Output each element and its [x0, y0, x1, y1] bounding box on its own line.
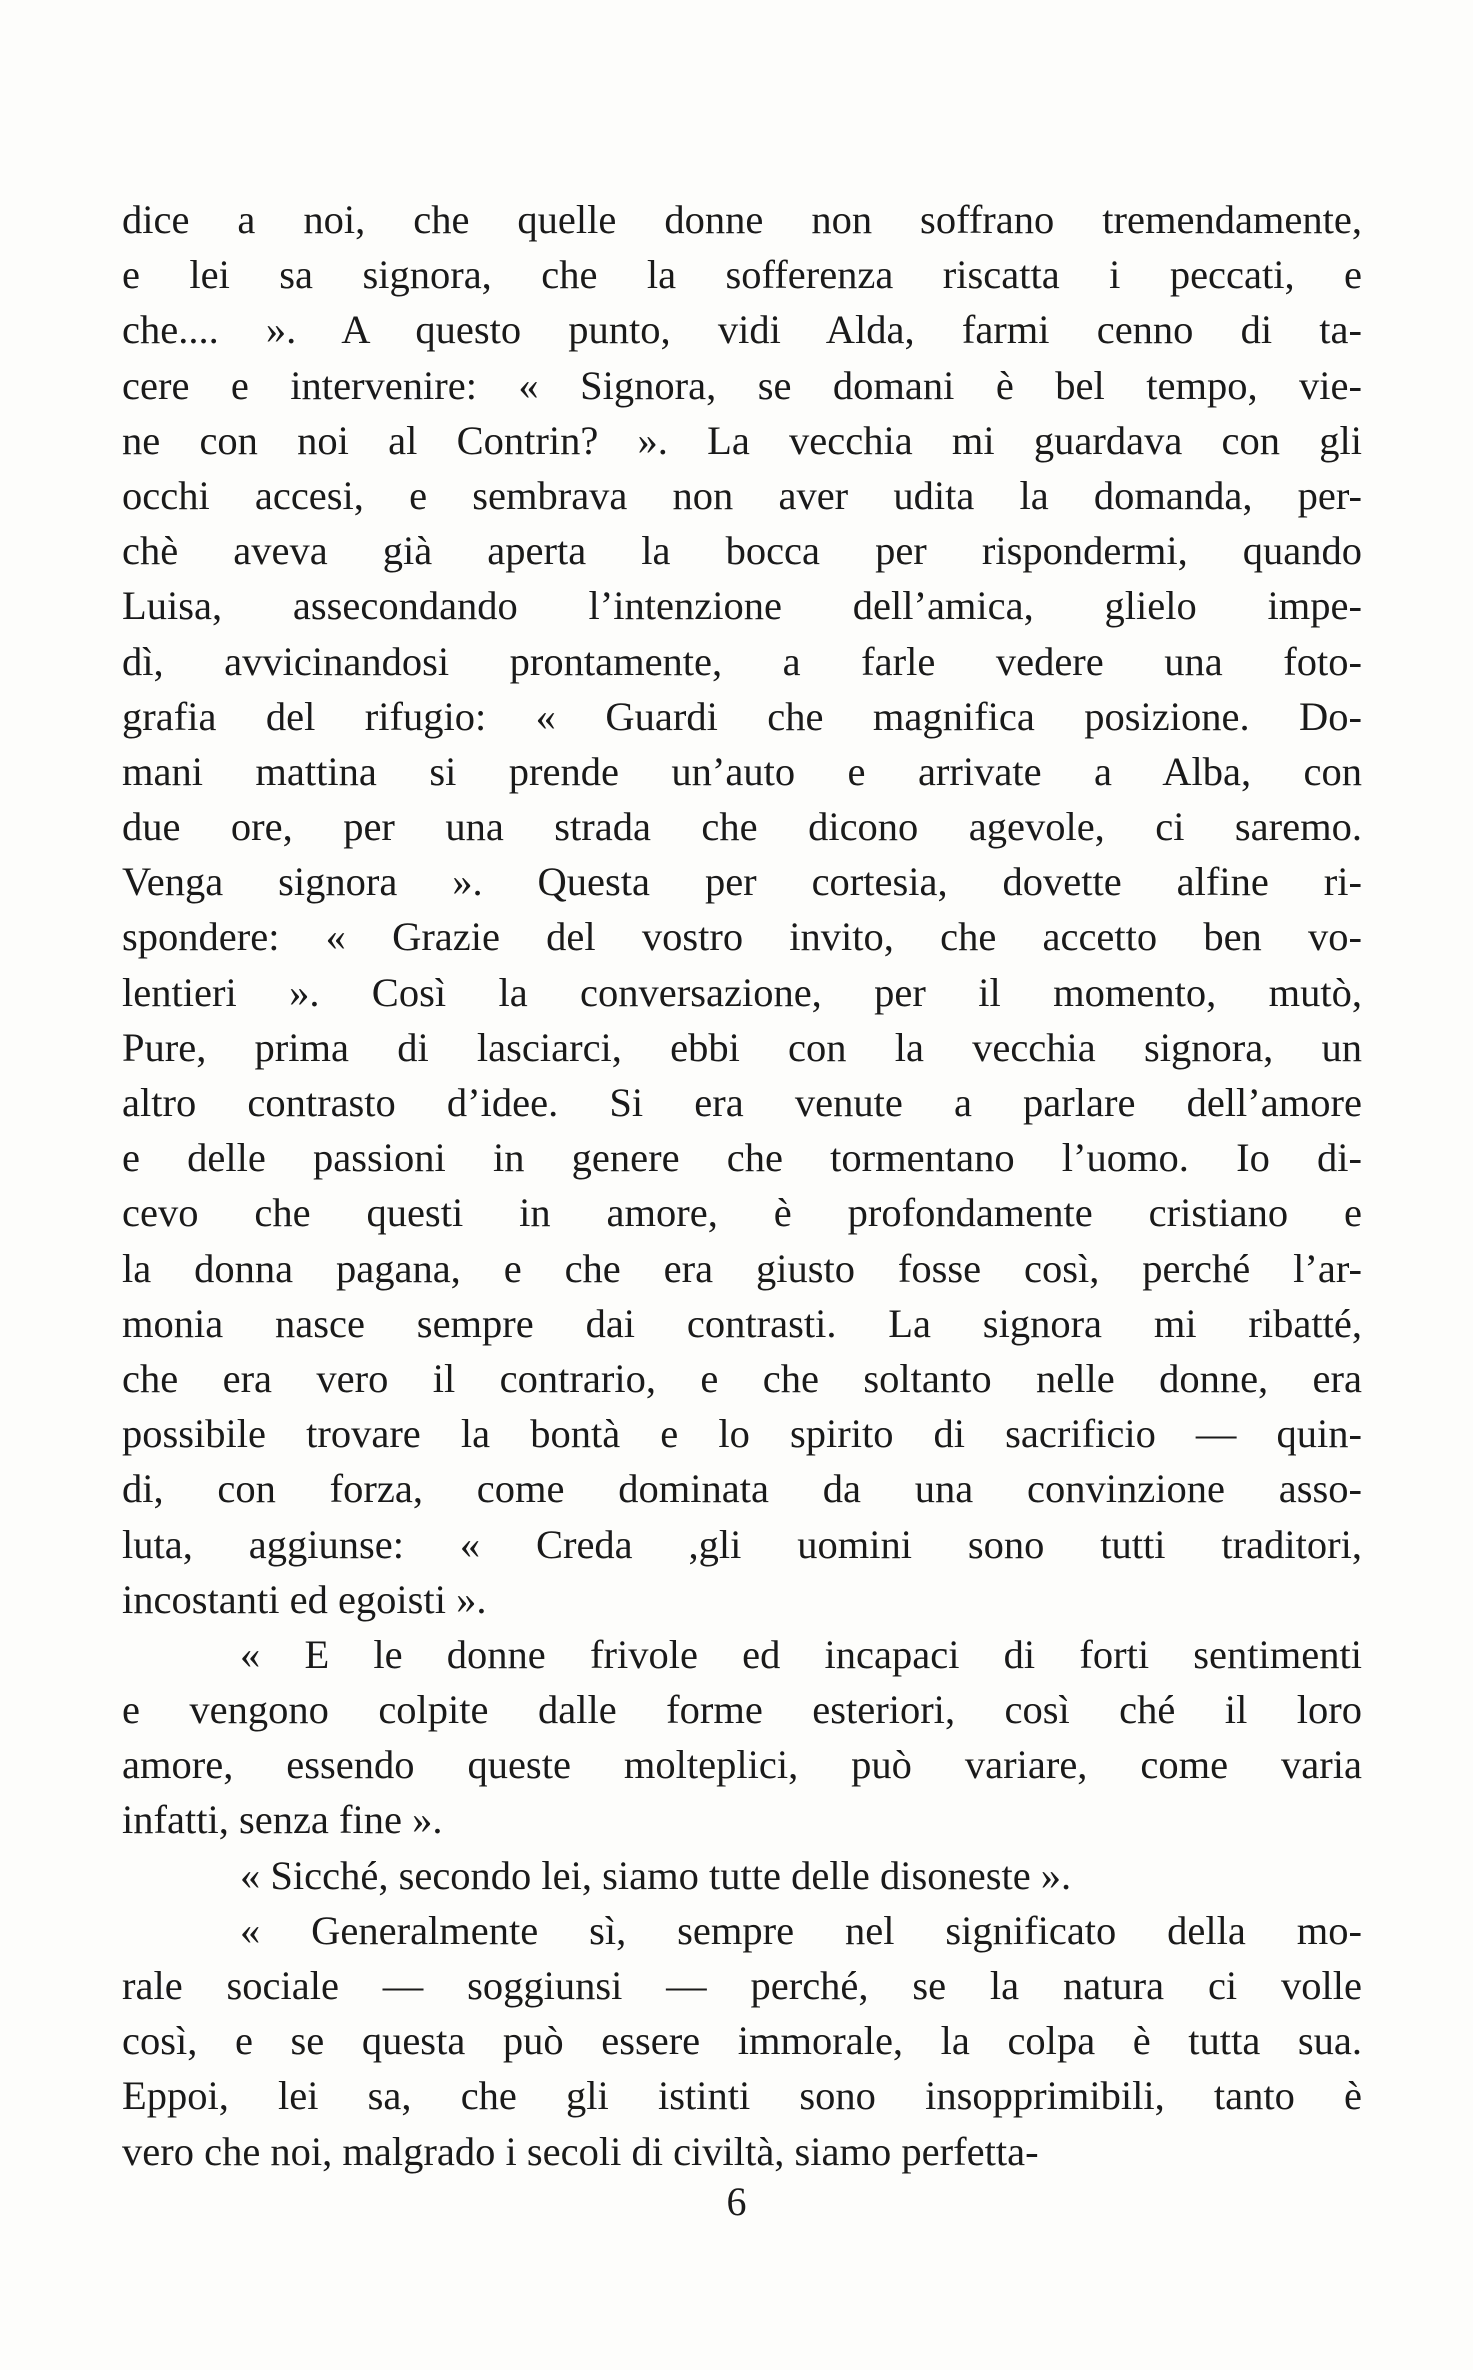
text-line: « E le donne frivole ed incapaci di forti sentimenti: [240, 1631, 1362, 1677]
text-line: di, con forza, come dominata da una convinzione asso-: [122, 1466, 1362, 1512]
text-line: Eppoi, lei sa, che gli istinti sono insopprimibili, tanto è: [122, 2073, 1362, 2119]
text-line: lentieri ». Così la conversazione, per il momento, mutò,: [122, 969, 1362, 1015]
text-line: amore, essendo queste molteplici, può variare, come varia: [122, 1742, 1362, 1788]
body-text: [122, 192, 1362, 2179]
text-line: vero che noi, malgrado i secoli di civiltà, siamo perfetta-: [122, 2128, 1039, 2174]
text-line: rale sociale — soggiunsi — perché, se la natura ci volle: [122, 1963, 1362, 2008]
text-line: e vengono colpite dalle forme esteriori, così ché il loro: [122, 1687, 1362, 1733]
text-line: luta, aggiunse: « Creda ,gli uomini sono tutti traditori,: [122, 1521, 1362, 1567]
text-line: grafia del rifugio: « Guardi che magnifica posizione. Do-: [122, 693, 1362, 739]
text-line: infatti, senza fine ».: [122, 1797, 443, 1843]
text-line: altro contrasto d’idee. Si era venute a parlare dell’amore: [122, 1080, 1362, 1125]
text-line: « Generalmente sì, sempre nel significato della mo-: [240, 1907, 1362, 1953]
text-line: ne con noi al Contrin? ». La vecchia mi guardava con gli: [122, 417, 1362, 463]
text-line: Venga signora ». Questa per cortesia, dovette alfine ri-: [122, 859, 1362, 905]
text-line: Pure, prima di lasciarci, ebbi con la vecchia signora, un: [122, 1024, 1362, 1070]
text-line: che.... ». A questo punto, vidi Alda, farmi cenno di ta-: [122, 307, 1362, 353]
text-line: « Sicché, secondo lei, siamo tutte delle disoneste ».: [240, 1852, 1072, 1898]
text-line: occhi accesi, e sembrava non aver udita la domanda, per-: [122, 472, 1362, 518]
text-line: dì, avvicinandosi prontamente, a farle vedere una foto-: [122, 638, 1362, 684]
text-line: spondere: « Grazie del vostro invito, che accetto ben vo-: [122, 914, 1362, 960]
text-line: la donna pagana, e che era giusto fosse così, perché l’ar-: [122, 1245, 1362, 1291]
text-line: cere e intervenire: « Signora, se domani è bel tempo, vie-: [122, 362, 1362, 408]
text-line: e lei sa signora, che la sofferenza riscatta i peccati, e: [122, 252, 1362, 298]
text-line: incostanti ed egoisti ».: [122, 1576, 487, 1622]
page-number: 6: [726, 2179, 747, 2224]
text-line: due ore, per una strada che dicono agevole, ci saremo.: [122, 804, 1362, 850]
text-line: che era vero il contrario, e che soltanto nelle donne, era: [122, 1355, 1362, 1401]
text-line: dice a noi, che quelle donne non soffrano tremendamente,: [122, 197, 1362, 242]
text-line: e delle passioni in genere che tormentano l’uomo. Io di-: [122, 1135, 1362, 1181]
text-line: così, e se questa può essere immorale, la colpa è tutta sua.: [122, 2018, 1362, 2064]
text-line: Luisa, assecondando l’intenzione dell’amica, glielo impe-: [122, 583, 1362, 629]
text-line: possibile trovare la bontà e lo spirito di sacrificio — quin-: [122, 1411, 1362, 1457]
text-line: monia nasce sempre dai contrasti. La signora mi ribatté,: [122, 1300, 1362, 1346]
text-line: cevo che questi in amore, è profondamente cristiano e: [122, 1190, 1362, 1236]
text-line: mani mattina si prende un’auto e arrivate a Alba, con: [122, 748, 1362, 794]
text-line: chè aveva già aperta la bocca per rispondermi, quando: [122, 528, 1362, 574]
